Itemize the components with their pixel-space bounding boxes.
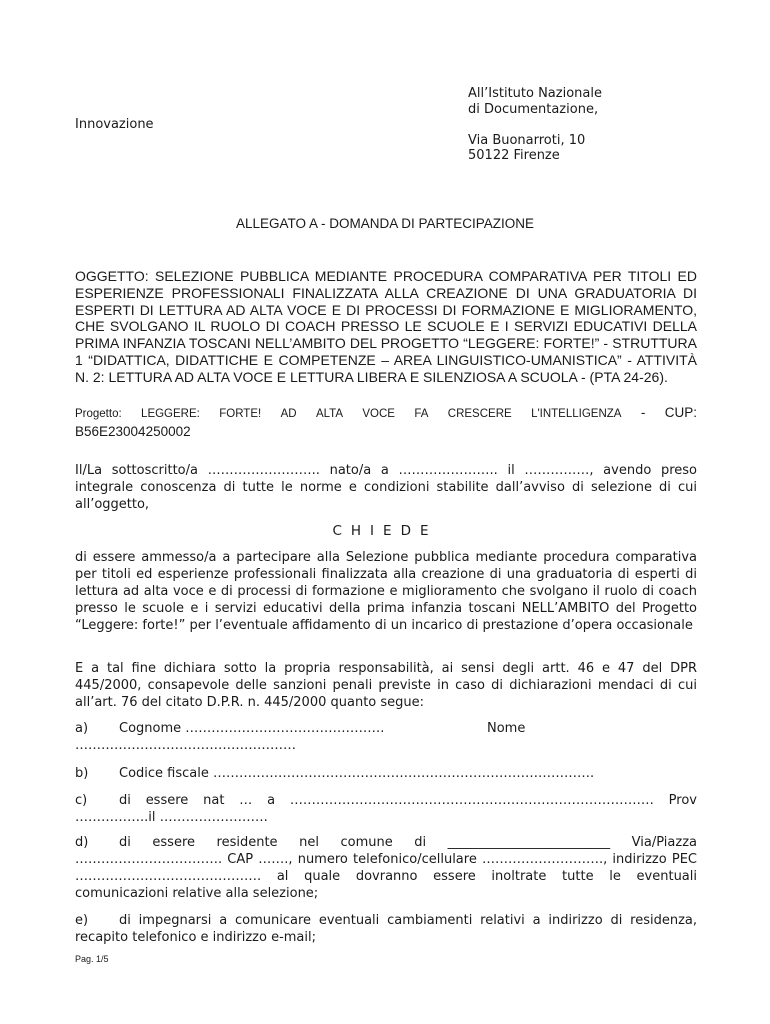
- progetto-word: FORTE!: [219, 408, 262, 420]
- codice-fiscale-field: Codice fiscale …………………………………………………………………………….: [119, 766, 595, 781]
- recipient-line: Via Buonarroti, 10: [468, 132, 586, 148]
- item-e: [75, 912, 697, 946]
- item-b-label: b): [75, 766, 89, 781]
- nome-field-continuation: ……………………………………………: [75, 738, 296, 753]
- item-a-label: a): [75, 721, 89, 736]
- cup-code: B56E23004250002: [75, 424, 191, 439]
- progetto-word: -: [640, 405, 646, 420]
- recipient-address: [468, 86, 748, 164]
- recipient-line: di Documentazione,: [468, 101, 599, 117]
- sottoscritto-paragraph: Il/La sottoscritto/a …………………….. nato/a a ………………….. il ……………, avendo preso integrale conoscenza di tutte le norme e condizioni stabilite dall’avviso di selezione di cui all’oggetto,: [75, 463, 697, 512]
- document-title: ALLEGATO A - DOMANDA DI PARTECIPAZIONE: [235, 216, 535, 231]
- oggetto-paragraph: OGGETTO: SELEZIONE PUBBLICA MEDIANTE PROCEDURA COMPARATIVA PER TITOLI ED ESPERIENZE PROFESSIONALI FINALIZZATA ALLA CREAZIONE DI UNA GRADUATORIA DI ESPERTI DI LETTURA AD ALTA VOCE E DI PROCESSI DI FORMAZIONE E MIGLIORAMENTO, CHE SVOLGANO IL RUOLO DI COACH PRESSO LE SCUOLE E I SERVIZI EDUCATIVI DELLA PRIMA INFANZIA TOSCANI NELL’AMBITO DEL PROGETTO “LEGGERE: FORTE!” - STRUTTURA 1 “DIDATTICA, DIDATTICHE E COMPETENZE – AREA LINGUISTICO-UMANISTICA” - ATTIVITÀ N. 2: LETTURA AD ALTA VOCE E LETTURA LIBERA E SILENZIOSA A SCUOLA - (PTA 24-26).: [75, 268, 697, 385]
- chiede-heading: CHIEDE: [332, 523, 438, 539]
- nome-field: Nome: [487, 721, 526, 736]
- progetto-word: Progetto:: [75, 408, 122, 420]
- ammesso-paragraph: di essere ammesso/a a partecipare alla Selezione pubblica mediante procedura comparativa per titoli ed esperienze professionali finalizzata alla creazione di una graduatoria di esperti di lettura ad alta voce e di processi di formazione e miglioramento che svolgano il ruolo di coach presso le scuole e i servizi educativi della prima infanzia toscani NELL’AMBITO del Progetto “Leggere: forte!” per l’eventuale affidamento di un incarico di prestazione d’opera occasionale: [75, 550, 697, 633]
- recipient-line: 50122 Firenze: [468, 148, 560, 163]
- progetto-block: [75, 404, 697, 440]
- innovazione-text: Innovazione: [75, 117, 154, 132]
- dichiara-paragraph: E a tal fine dichiara sotto la propria responsabilità, ai sensi degli artt. 46 e 47 del DPR 445/2000, consapevole delle sanzioni penali previste in caso di dichiarazioni mendaci di cui all’art. 76 del citato D.P.R. n. 445/2000 quanto segue:: [75, 661, 697, 710]
- page-number: Pag. 1/5: [75, 954, 109, 964]
- item-c-label: c): [75, 793, 88, 808]
- item-d-label: d): [75, 835, 89, 850]
- item-e-label: e): [75, 913, 89, 928]
- nascita-field: di essere nat … a ………………………………………………………………………… Prov ……………..il …………………….: [75, 793, 697, 825]
- item-a: [75, 720, 697, 754]
- progetto-word: FA: [414, 408, 429, 420]
- progetto-word: ALTA: [315, 408, 343, 420]
- progetto-word: CRESCERE: [447, 408, 512, 420]
- progetto-word: VOCE: [362, 408, 395, 420]
- progetto-word: AD: [280, 408, 297, 420]
- progetto-line: [75, 404, 697, 423]
- item-c: [75, 792, 697, 826]
- cup-label: CUP:: [664, 405, 697, 420]
- impegno-text: di impegnarsi a comunicare eventuali cambiamenti relativi a indirizzo di residenza, recapito telefonico e indirizzo e-mail;: [75, 913, 697, 945]
- residenza-field: di essere residente nel comune di _________________________ Via/Piazza ……………………………. CAP ……., numero telefonico/cellulare ………………………., indirizzo PEC ……………………………………. al quale dovranno essere inoltrate tutte le eventuali comunicazioni relative alla selezione;: [75, 835, 697, 901]
- item-d: [75, 834, 697, 902]
- item-b: [75, 765, 697, 782]
- recipient-line: All’Istituto Nazionale: [468, 86, 602, 101]
- progetto-word: L'INTELLIGENZA: [531, 408, 622, 420]
- progetto-word: LEGGERE:: [141, 408, 200, 420]
- cognome-field: Cognome ……………………………………….: [119, 721, 385, 736]
